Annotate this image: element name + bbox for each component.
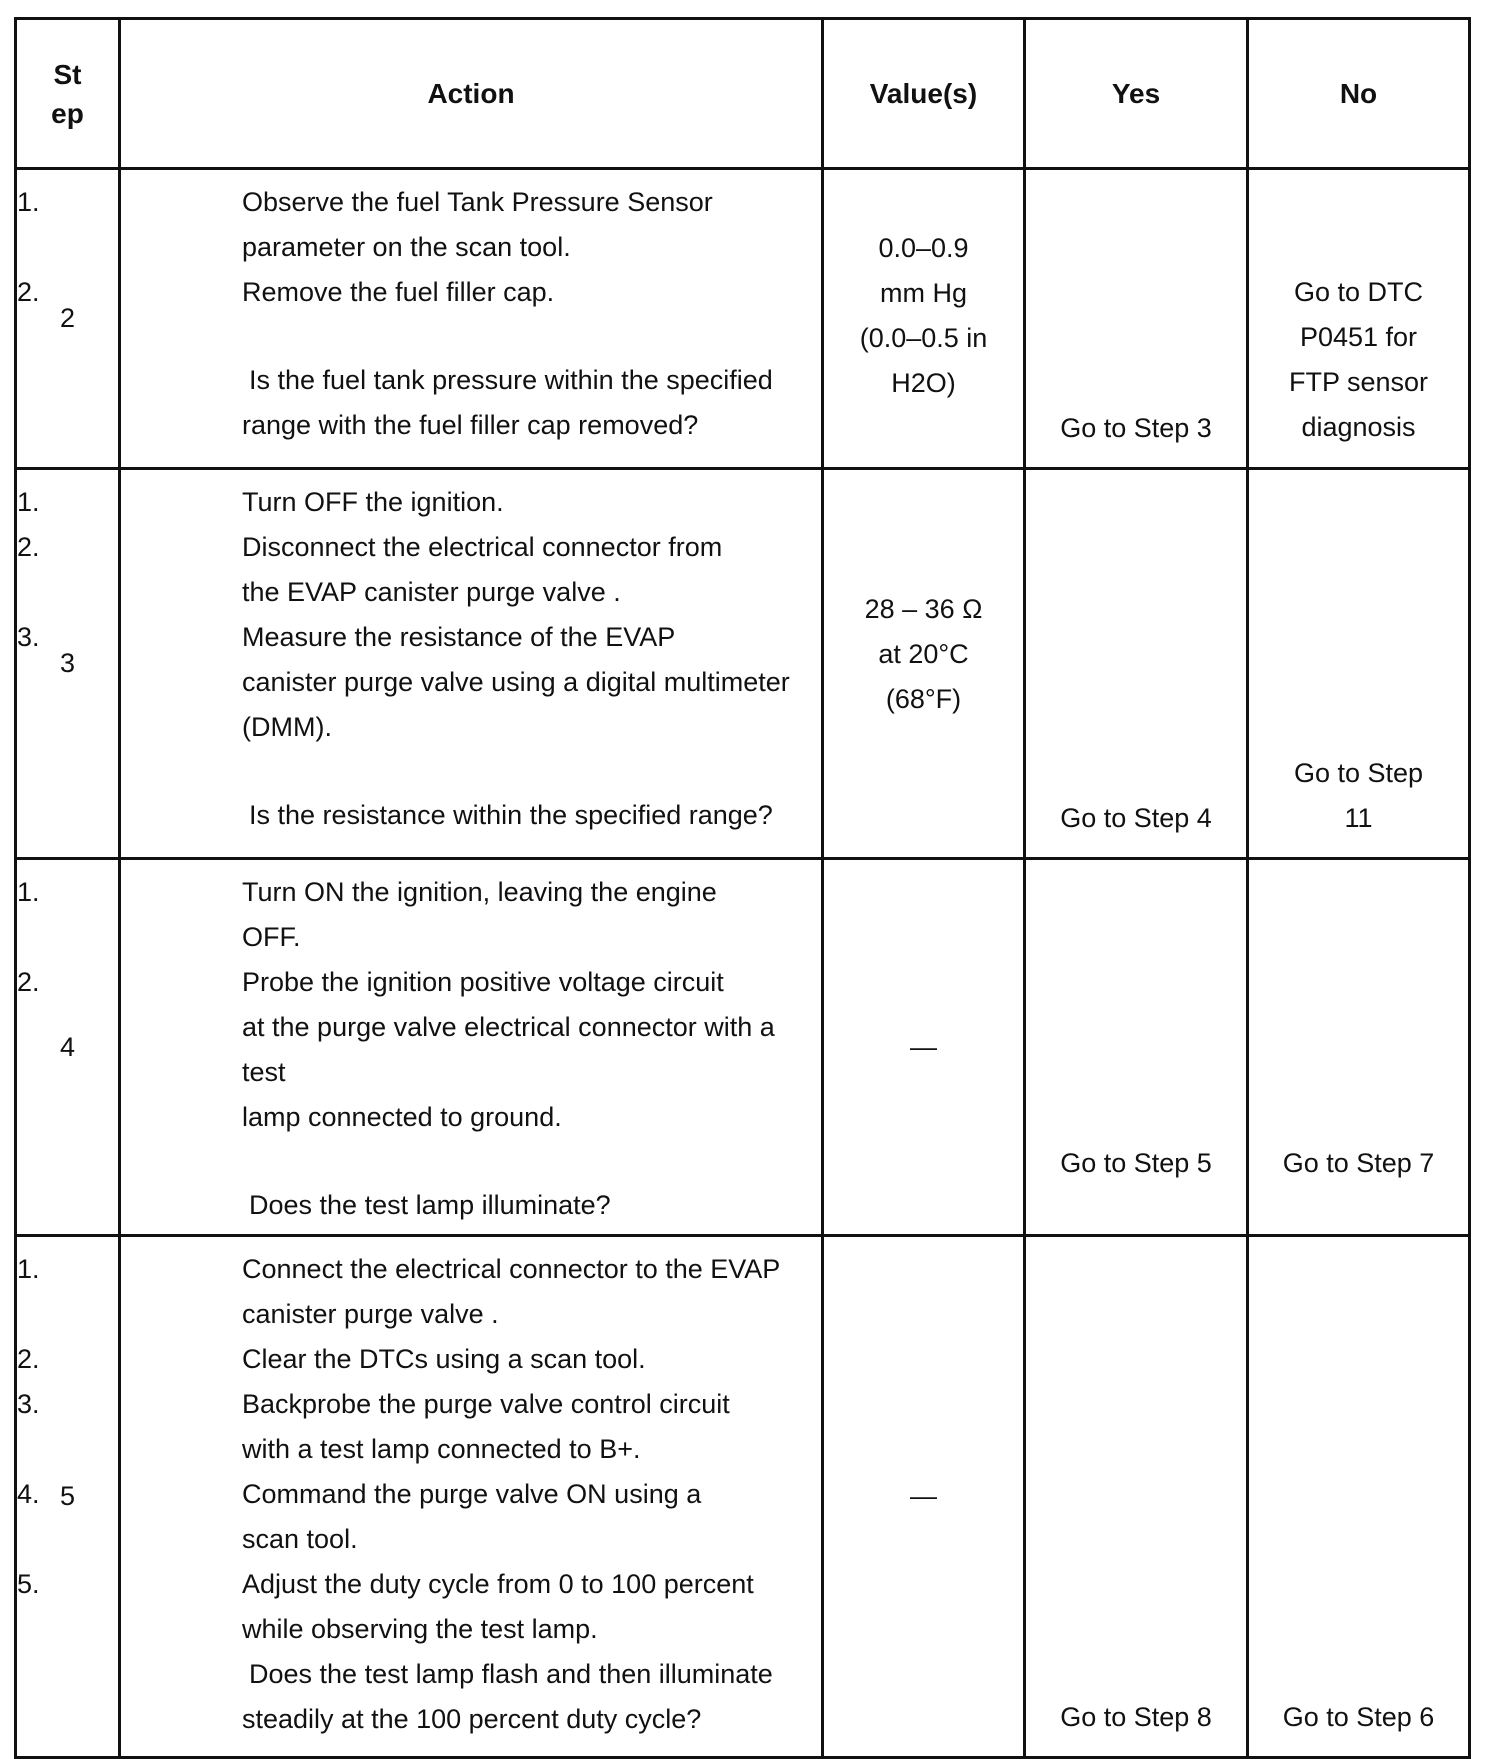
header-step: St ep — [16, 19, 120, 169]
header-no: No — [1248, 19, 1470, 169]
value-cell: — — [823, 1236, 1025, 1758]
question: range with the fuel filler cap removed? — [242, 410, 699, 440]
step-number: 3 — [16, 469, 120, 859]
yes-cell: Go to Step 4 — [1025, 469, 1248, 859]
no-cell: Go to Step 7 — [1248, 859, 1470, 1236]
diagnostic-table — [14, 17, 1471, 1759]
step-number: 5 — [16, 1236, 120, 1758]
header-row — [16, 19, 1470, 169]
header-yes: Yes — [1025, 19, 1248, 169]
step-number: 4 — [16, 859, 120, 1236]
table-row — [16, 169, 1470, 469]
action-cell: 1. Observe the fuel Tank Pressure Sensor parameter on the scan tool. 2. Remove the fuel filler cap. Is the fuel tank pressure within the specified range with the fuel filler cap removed? — [120, 169, 823, 469]
table-row — [16, 1236, 1470, 1758]
yes-cell: Go to Step 8 — [1025, 1236, 1248, 1758]
action-cell: 1. Connect the electrical connector to the EVAP canister purge valve . 2. Clear the DTCs using a scan tool. 3. Backprobe the purge valve control circuit with a test lamp connected to B+. 4. Command the purge valve ON using a scan tool. 5. Adjust the duty cycle from 0 to 100 percent while observing the test lamp. Does the test lamp flash and then illuminate steadily at the 100 percent duty cycle? — [120, 1236, 823, 1758]
question: Is the resistance within the specified range? — [249, 800, 773, 830]
question: Does the test lamp flash and then illuminate — [249, 1659, 773, 1689]
header-action: Action — [120, 19, 823, 169]
table-row — [16, 469, 1470, 859]
step-number: 2 — [16, 169, 120, 469]
no-cell: Go to Step 11 — [1248, 469, 1470, 859]
yes-cell: Go to Step 5 — [1025, 859, 1248, 1236]
value-cell: 28 – 36 Ω at 20°C (68°F) — [823, 469, 1025, 859]
yes-cell: Go to Step 3 — [1025, 169, 1248, 469]
question: steadily at the 100 percent duty cycle? — [242, 1704, 702, 1734]
no-cell: Go to DTC P0451 for FTP sensor diagnosis — [1248, 169, 1470, 469]
no-cell: Go to Step 6 — [1248, 1236, 1470, 1758]
question: Is the fuel tank pressure within the specified — [249, 365, 773, 395]
question: Does the test lamp illuminate? — [249, 1190, 611, 1220]
table-row — [16, 859, 1470, 1236]
header-values: Value(s) — [823, 19, 1025, 169]
value-cell: 0.0–0.9 mm Hg (0.0–0.5 in H2O) — [823, 169, 1025, 469]
action-cell: 1. Turn ON the ignition, leaving the engine OFF. 2. Probe the ignition positive voltage circuit at the purge valve electrical connector with a test lamp connected to ground. Does the test lamp illuminate? — [120, 859, 823, 1236]
value-cell: — — [823, 859, 1025, 1236]
action-cell: 1. Turn OFF the ignition. 2. Disconnect the electrical connector from the EVAP canister purge valve . 3. Measure the resistance of the EVAP canister purge valve using a digital multimeter (DMM). Is the resistance within the specified range? — [120, 469, 823, 859]
